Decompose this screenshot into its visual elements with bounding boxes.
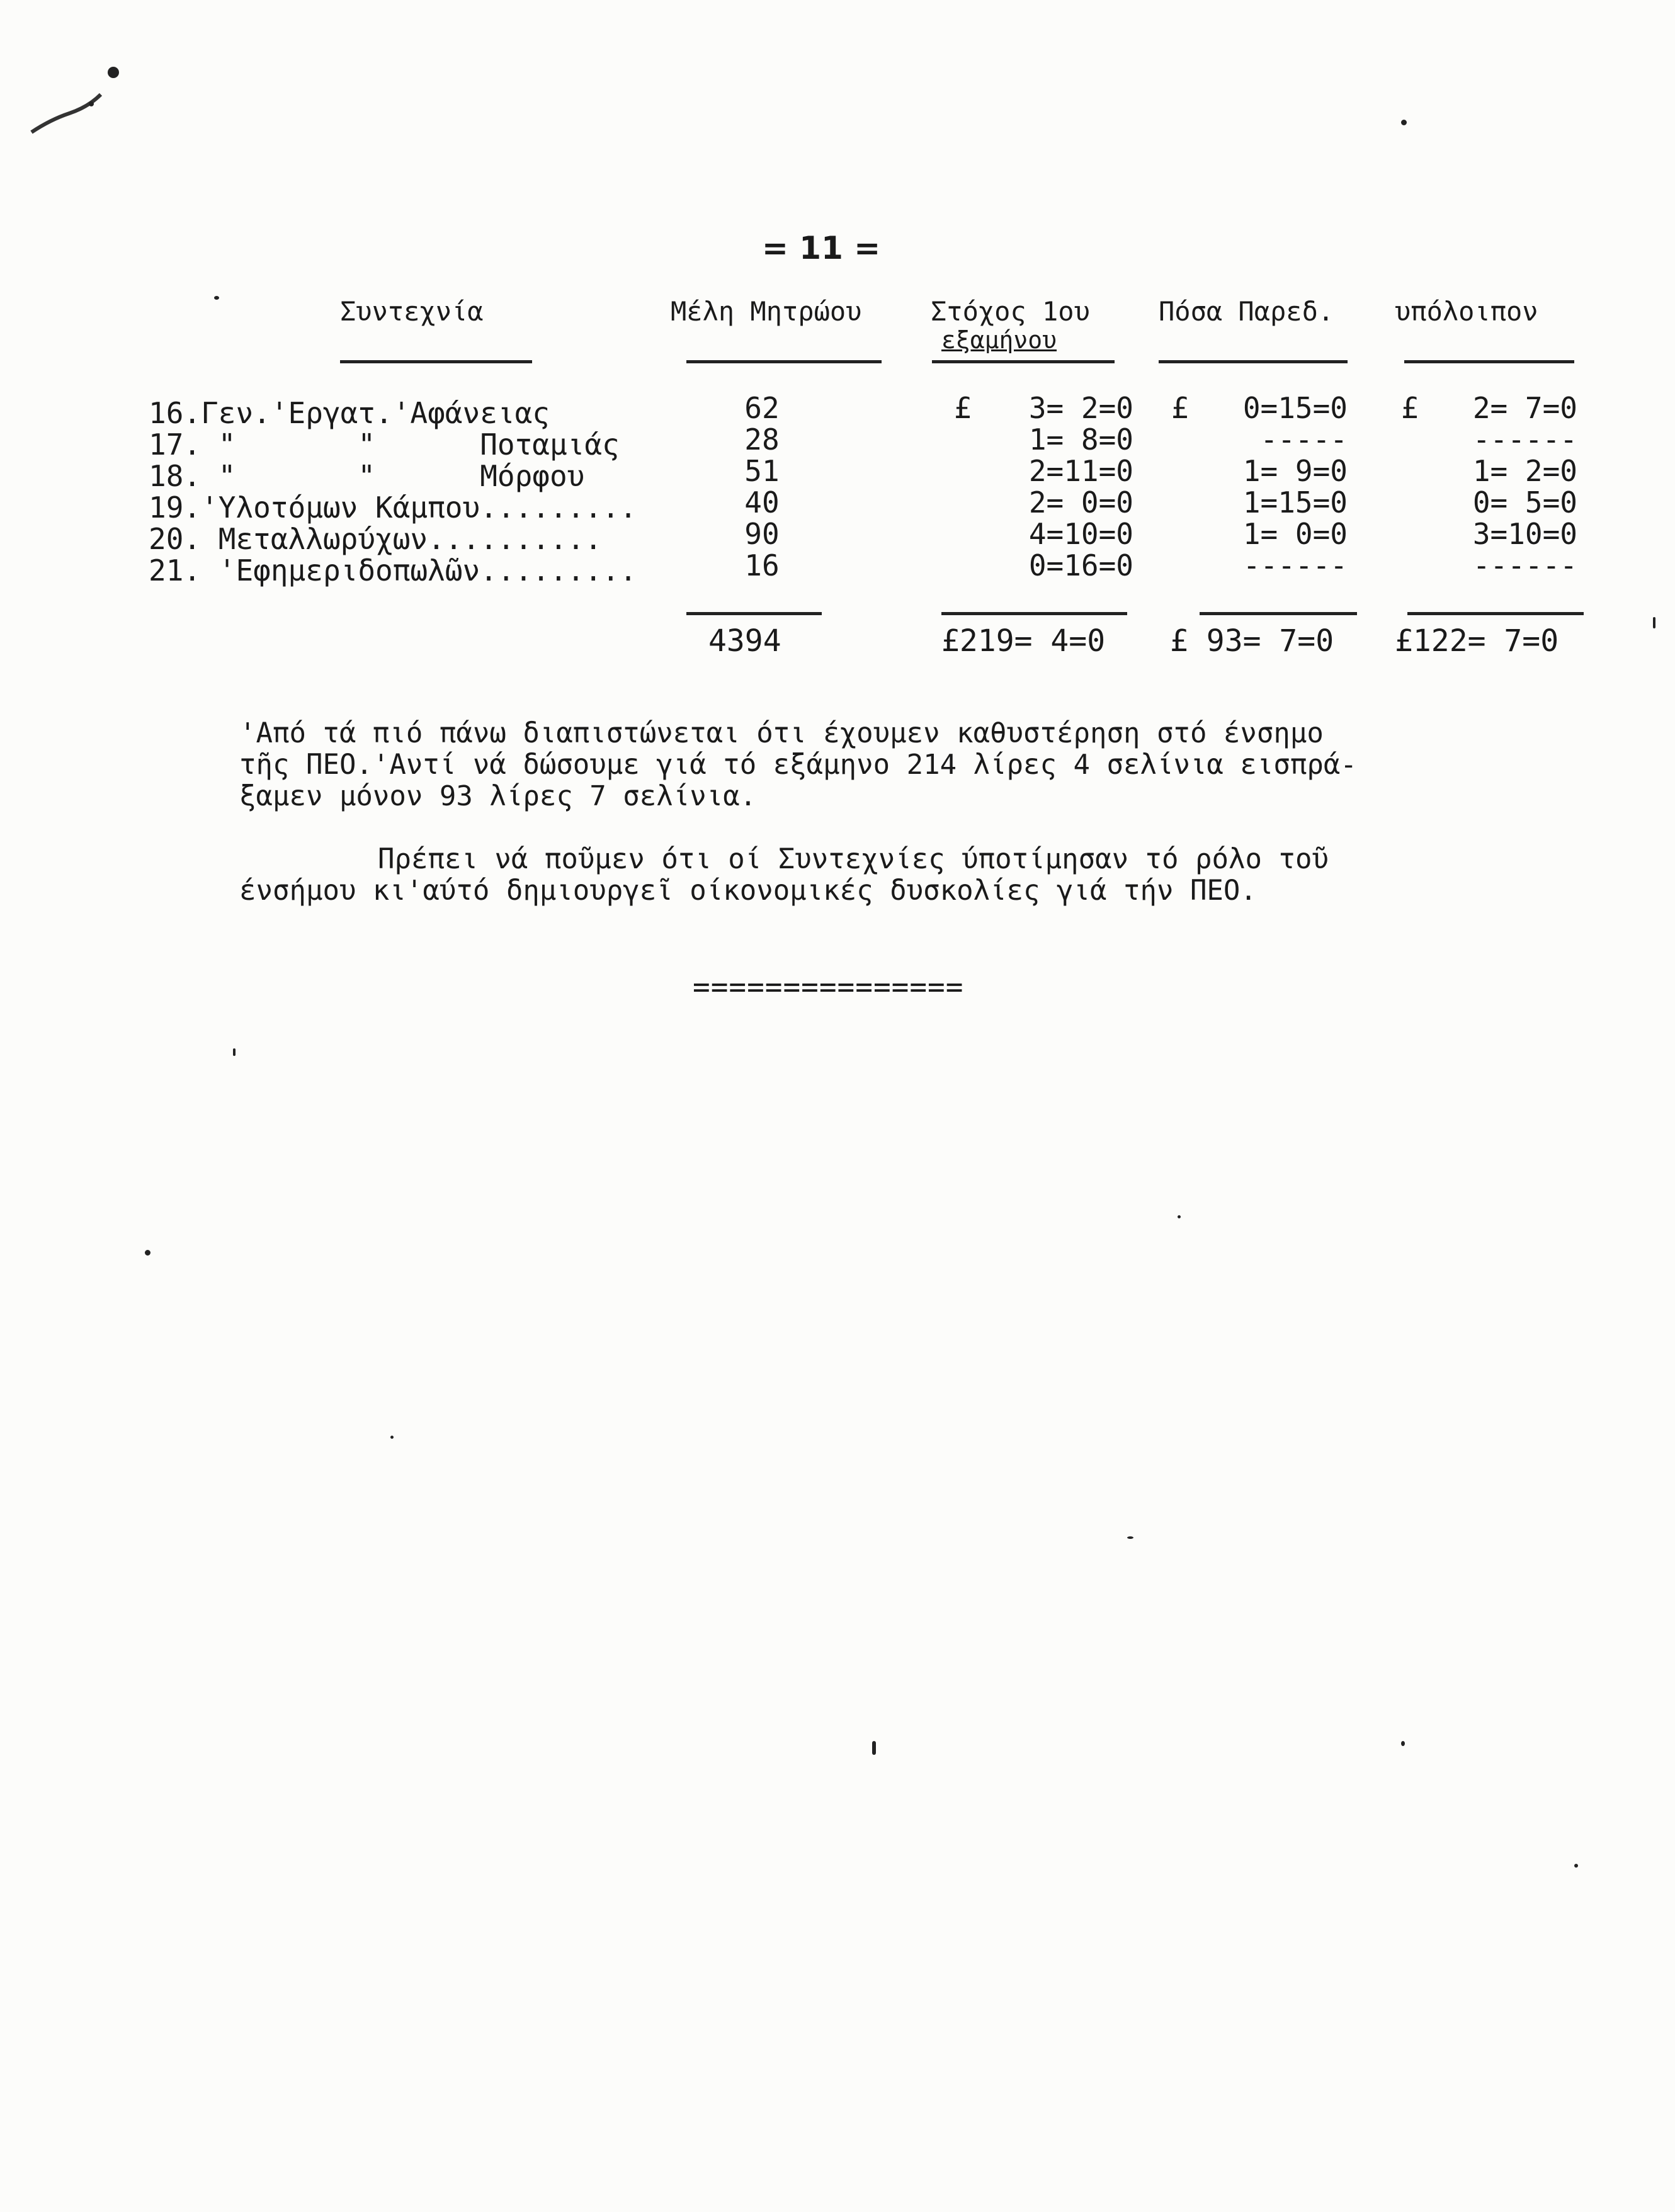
header-union: Συντεχνία — [340, 296, 484, 327]
table-row-paid: 1=15=0 — [1242, 485, 1348, 519]
paragraph-line: Πρέπει νά ποῦμεν ότι οί Συντεχνίες ύποτίμησαν τό ρόλο τοῦ — [378, 843, 1329, 875]
table-row-balance: ------ — [1472, 548, 1577, 582]
table-row-members: 90 — [744, 517, 780, 551]
scan-speck — [1653, 617, 1655, 628]
header-rule — [1404, 360, 1574, 363]
scan-speck — [233, 1048, 236, 1056]
header-target: Στόχος 1ου — [931, 296, 1090, 327]
table-row-balance: 2= 7=0 — [1472, 391, 1577, 425]
header-rule — [1159, 360, 1348, 363]
separator-line: =============== — [693, 970, 964, 1004]
total-rule — [1200, 612, 1357, 615]
table-row-name: 18. " " Μόρφου — [149, 459, 585, 493]
header-rule — [340, 360, 532, 363]
total-paid: £ 93= 7=0 — [1170, 623, 1334, 659]
table-row-members: 40 — [744, 485, 780, 519]
table-row-currency: £ — [1171, 391, 1189, 425]
table-row-currency: £ — [1401, 391, 1419, 425]
table-row-name: 16.Γεν.'Εργατ.'Αφάνειας — [149, 396, 550, 430]
table-row-paid: 1= 9=0 — [1242, 454, 1348, 488]
table-row-paid: 0=15=0 — [1242, 391, 1348, 425]
scan-speck — [145, 1250, 150, 1256]
total-members: 4394 — [708, 623, 781, 659]
scan-speck — [214, 296, 219, 300]
table-row-target: 4=10=0 — [1028, 517, 1133, 551]
total-target: £219= 4=0 — [941, 623, 1106, 659]
table-row-target: 3= 2=0 — [1028, 391, 1133, 425]
header-target-sub: εξαμήνου — [941, 326, 1057, 354]
scan-speck — [872, 1741, 876, 1755]
table-row-currency: £ — [954, 391, 972, 425]
table-row-balance: ------ — [1472, 423, 1577, 457]
header-balance: υπόλοιπον — [1395, 296, 1538, 327]
paragraph-line: ξαμεν μόνον 93 λίρες 7 σελίνια. — [239, 780, 757, 812]
table-row-name: 21. 'Εφημεριδοπωλῶν......... — [149, 553, 637, 587]
table-row-members: 28 — [744, 423, 780, 457]
table-row-name: 17. " " Ποταμιάς — [149, 428, 620, 462]
paragraph-line: τῆς ΠΕΟ.'Αντί νά δώσουμε γιά τό εξάμηνο 214 λίρες 4 σελίνια εισπρά- — [239, 749, 1357, 781]
table-row-target: 2=11=0 — [1028, 454, 1133, 488]
table-row-name: 19.'Υλοτόμων Κάμπου......... — [149, 491, 637, 525]
table-row-members: 51 — [744, 454, 780, 488]
table-row-balance: 1= 2=0 — [1472, 454, 1577, 488]
scan-speck — [390, 1436, 394, 1439]
total-balance: £122= 7=0 — [1395, 623, 1559, 659]
table-row-target: 2= 0=0 — [1028, 485, 1133, 519]
table-row-paid: ----- — [1260, 423, 1348, 457]
scan-speck — [1401, 120, 1407, 125]
total-rule — [941, 612, 1127, 615]
scan-speck — [1127, 1536, 1133, 1539]
paragraph-line: ένσήμου κι'αύτό δημιουργεῖ οίκονομικές δυσκολίες γιά τήν ΠΕΟ. — [239, 875, 1257, 907]
header-rule — [686, 360, 882, 363]
scan-speck — [1401, 1741, 1405, 1746]
paragraph-line: 'Από τά πιό πάνω διαπιστώνεται ότι έχουμεν καθυστέρηση στό ένσημο — [239, 717, 1324, 749]
total-rule — [1407, 612, 1584, 615]
table-row-members: 16 — [744, 548, 780, 582]
table-row-name: 20. Μεταλλωρύχων.......... — [149, 522, 603, 556]
table-row-paid: ------ — [1242, 548, 1348, 582]
table-row-target: 1= 8=0 — [1028, 423, 1133, 457]
header-members: Μέλη Μητρώου — [671, 296, 862, 327]
table-row-target: 0=16=0 — [1028, 548, 1133, 582]
table-row-balance: 0= 5=0 — [1472, 485, 1577, 519]
table-row-paid: 1= 0=0 — [1242, 517, 1348, 551]
header-rule — [932, 360, 1115, 363]
scan-speck — [1574, 1864, 1578, 1868]
total-rule — [686, 612, 822, 615]
header-paid: Πόσα Παρεδ. — [1159, 296, 1334, 327]
table-row-members: 62 — [744, 391, 780, 425]
page-number: = 11 = — [762, 230, 881, 266]
scan-speck — [1178, 1215, 1181, 1218]
ink-mark — [25, 57, 126, 145]
table-row-balance: 3=10=0 — [1472, 517, 1577, 551]
